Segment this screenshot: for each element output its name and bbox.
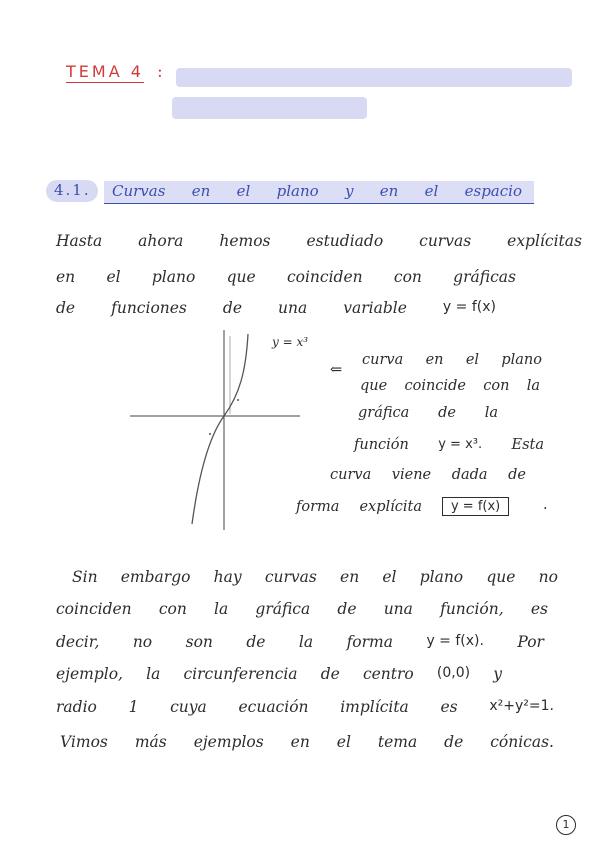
word: hay — [213, 568, 242, 586]
word: dada — [451, 467, 488, 483]
word: ejemplos — [193, 733, 264, 751]
annotation-line5 — [330, 467, 526, 483]
tick-mark — [209, 433, 211, 435]
section-title-word: Curvas — [112, 182, 166, 200]
word: no — [538, 568, 558, 586]
word: son — [185, 633, 213, 651]
section-title-word: el — [424, 182, 439, 200]
word: 1 — [128, 698, 139, 716]
word: más — [134, 733, 167, 751]
word: curva — [362, 352, 404, 368]
explicit-form-box: y = f(x) — [442, 497, 509, 516]
word: función, — [440, 600, 504, 618]
word: la — [526, 378, 540, 394]
annotation-period: . — [543, 497, 548, 513]
word: la — [214, 600, 229, 618]
section-title-word: en — [191, 182, 211, 200]
word: plano — [419, 568, 464, 586]
word: que — [486, 568, 516, 586]
word: funciones — [111, 299, 187, 317]
redacted-title-bar-1 — [176, 68, 572, 87]
word: coincide — [404, 378, 466, 394]
word: cuya — [170, 698, 207, 716]
graph-label: y = x³ — [272, 335, 309, 349]
word: coinciden — [286, 268, 363, 286]
word: plano — [501, 352, 542, 368]
word: ecuación — [238, 698, 309, 716]
word: en — [425, 352, 444, 368]
tick-mark — [237, 399, 239, 401]
word: explícita — [359, 498, 422, 515]
word: hemos — [219, 232, 271, 250]
word: con — [483, 378, 510, 394]
word: una — [278, 299, 308, 317]
word: función — [354, 437, 409, 453]
word: que — [226, 268, 256, 286]
paragraph2-line6 — [60, 733, 554, 751]
paragraph1-line2 — [56, 268, 516, 286]
word: Esta — [511, 437, 544, 453]
word: cónicas. — [490, 733, 554, 751]
word: de — [222, 299, 243, 317]
page-number: 1 — [556, 815, 576, 835]
word: gráficas — [453, 268, 516, 286]
section-title-word: en — [379, 182, 399, 200]
word: de — [56, 299, 76, 317]
word: la — [484, 405, 498, 421]
word: Vimos — [60, 733, 108, 751]
word: plano — [151, 268, 196, 286]
word: una — [383, 600, 413, 618]
word: de — [508, 467, 526, 483]
formula: y = f(x) — [442, 299, 496, 315]
word: radio — [56, 698, 97, 716]
formula: x²+y²=1. — [489, 698, 554, 714]
word: ahora — [138, 232, 184, 250]
word: en — [56, 268, 76, 286]
word: en — [290, 733, 310, 751]
word: de — [444, 733, 464, 751]
paragraph1-line1 — [56, 232, 582, 250]
formula: y = x³. — [438, 437, 483, 452]
word: Hasta — [56, 232, 103, 250]
word: Sin — [72, 568, 98, 586]
word: es — [440, 698, 458, 716]
section-title-word: el — [236, 182, 251, 200]
word: de — [438, 405, 456, 421]
word: forma — [346, 633, 393, 651]
annotation-line3 — [358, 405, 498, 421]
section-title-word: y — [344, 182, 354, 200]
word: gráfica — [255, 600, 311, 618]
word: la — [298, 633, 314, 651]
tema-colon: : — [157, 62, 163, 82]
word: gráfica — [358, 405, 410, 421]
word: forma — [296, 498, 340, 515]
word: de — [337, 600, 357, 618]
word: curva — [330, 467, 372, 483]
word: curvas — [264, 568, 317, 586]
word: Por — [517, 633, 544, 651]
word: que — [360, 378, 388, 394]
word: no — [132, 633, 153, 651]
cubic-graph — [130, 330, 310, 530]
word: embargo — [120, 568, 191, 586]
section-title — [112, 182, 522, 200]
word: el — [465, 352, 480, 368]
paragraph2-line2 — [56, 600, 548, 618]
word: explícitas — [507, 232, 582, 250]
word: tema — [377, 733, 418, 751]
word: la — [146, 665, 161, 683]
paragraph2-line4 — [56, 665, 502, 683]
word: con — [158, 600, 187, 618]
formula: y = f(x). — [426, 633, 484, 649]
tema-title: TEMA 4 — [66, 62, 144, 81]
paragraph1-line3 — [56, 299, 496, 317]
word: el — [336, 733, 351, 751]
word: (0,0) — [436, 665, 471, 681]
word: el — [382, 568, 397, 586]
section-title-word: plano — [276, 182, 319, 200]
word: ejemplo, — [56, 665, 123, 683]
paragraph2-line5 — [56, 698, 554, 716]
annotation-line2 — [360, 378, 540, 394]
word: estudiado — [306, 232, 384, 250]
word: y — [493, 665, 502, 683]
word: circunferencia — [183, 665, 298, 683]
left-arrow-icon: ⇐ — [330, 362, 343, 378]
word: coinciden — [56, 600, 132, 618]
paragraph2-line3 — [56, 633, 544, 651]
word: viene — [391, 467, 432, 483]
annotation-line6 — [296, 497, 509, 516]
word: de — [246, 633, 266, 651]
section-number: 4.1. — [54, 181, 91, 199]
word: centro — [362, 665, 414, 683]
word: con — [393, 268, 422, 286]
paragraph2-line1 — [72, 568, 558, 586]
annotation-line4 — [354, 437, 544, 453]
cubic-curve — [192, 334, 248, 524]
redacted-title-bar-2 — [172, 97, 367, 119]
word: en — [340, 568, 360, 586]
word: decir, — [56, 633, 100, 651]
word: implícita — [340, 698, 409, 716]
word: variable — [343, 299, 407, 317]
annotation-line1 — [362, 352, 542, 368]
word: es — [530, 600, 548, 618]
section-title-word: espacio — [464, 182, 522, 200]
word: curvas — [419, 232, 472, 250]
word: de — [320, 665, 340, 683]
word: el — [106, 268, 121, 286]
